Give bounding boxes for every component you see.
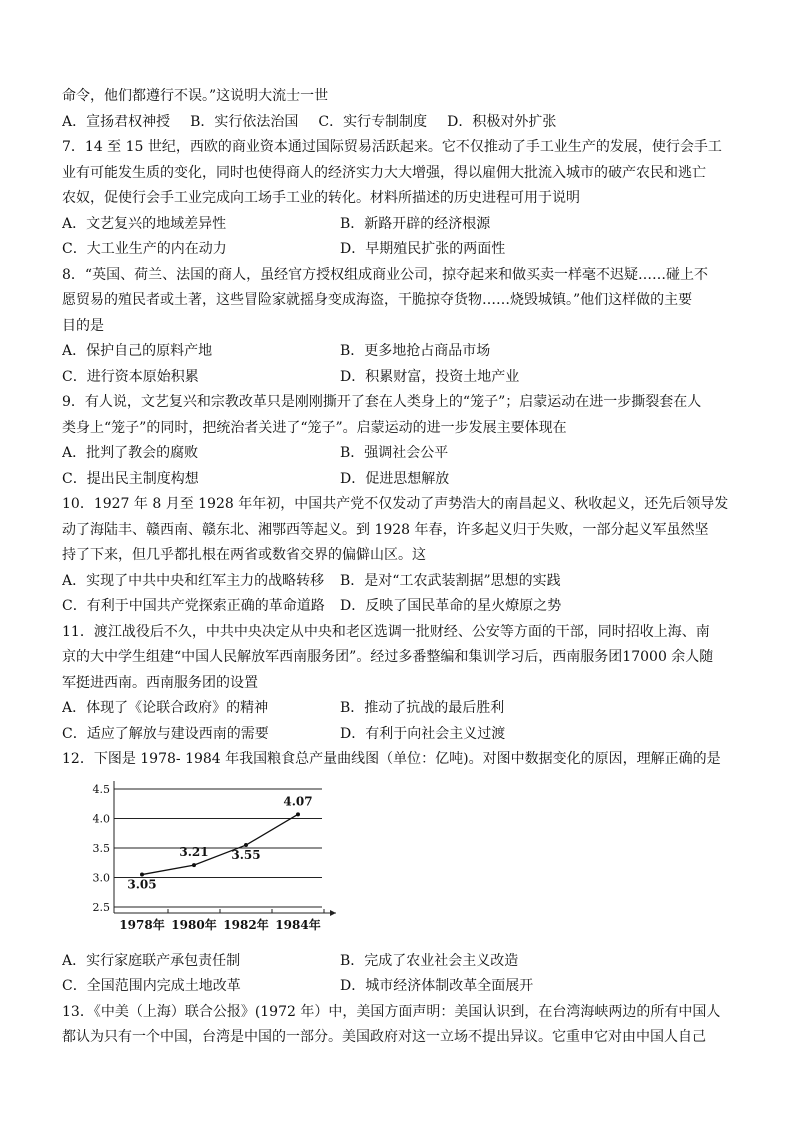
q9-stem-line: 9．有人说，文艺复兴和宗教改革只是刚刚撕开了套在人类身上的“笼子”；启蒙运动在进一步撕裂套在人	[62, 394, 702, 410]
q12-option-b: B．完成了农业社会主义改造	[340, 952, 519, 969]
q11-stem-line: 军挺进西南。西南服务团的设置	[62, 674, 258, 691]
q12-options-row	[62, 949, 742, 975]
q6-option-a: A．宣扬君权神授	[62, 113, 171, 130]
y-tick-label: 4.0	[92, 812, 110, 825]
q13-stem-line: 都认为只有一个中国，台湾是中国的一部分。美国政府对这一立场不提出异议。它重申它对由中国人自己	[62, 1029, 706, 1045]
q11-stem-line: 京的大中学生组建“中国人民解放军西南服务团”。经过多番整编和集训学习后，西南服务团17000 余人随	[62, 649, 714, 665]
q11-option-d: D．有利于向社会主义过渡	[340, 725, 506, 742]
q10-option-b: B．是对“工农武装割据”思想的实践	[340, 572, 561, 589]
q13-stem-line: 13．《中美（上海）联合公报》(1972 年）中，美国方面声明：美国认识到，在台湾海峡两边的所有中国人	[62, 1003, 721, 1020]
q7-stem-line: 农奴，促使行会手工业完成向工场手工业的转化。材料所描述的历史进程可用于说明	[62, 190, 580, 206]
q11-option-a: A．体现了《论联合政府》的精神	[62, 700, 269, 716]
q8-options-row	[62, 365, 742, 391]
q8-option-d: D．积累财富，投资土地产业	[340, 368, 520, 385]
q7-stem-line: 业有可能发生质的变化，同时也使得商人的经济实力大大增强，得以雇佣大批流入城市的破产农民和逃亡	[62, 164, 706, 181]
q8-stem-line: 愿贸易的殖民者或土著，这些冒险家就摇身变成海盗，干脆掠夺货物……烧毁城镇。”他们这样做的主要	[62, 292, 693, 308]
q9-stem-line: 类身上“笼子”的同时，把统治者关进了“笼子”。启蒙运动的进一步发展主要体现在	[62, 419, 567, 436]
q10-stem-line: 动了海陆丰、赣西南、赣东北、湘鄂西等起义。到 1928 年春，许多起义归于失败，一部分起义军虽然坚	[62, 521, 709, 538]
q10-option-a: A．实现了中共中央和红军主力的战略转移	[62, 572, 325, 589]
x-tick-label: 1978年	[119, 917, 165, 932]
x-tick-label: 1980年	[171, 917, 217, 932]
q7-option-d: D．早期殖民扩张的两面性	[340, 241, 506, 257]
line-chart	[84, 777, 344, 947]
q8-stem-line: 目的是	[62, 317, 104, 334]
q10-option-d: D．反映了国民革命的星火燎原之势	[340, 598, 562, 614]
q9-option-c: C．提出民主制度构想	[62, 470, 199, 487]
q9-option-b: B．强调社会公平	[340, 445, 449, 461]
data-point	[140, 872, 144, 876]
q7-option-c: C．大工业生产的内在动力	[62, 241, 227, 257]
data-label: 4.07	[283, 793, 313, 808]
q11-options-row	[62, 722, 742, 748]
series-line	[142, 814, 298, 874]
exam-page	[62, 84, 742, 1051]
data-label: 3.05	[127, 877, 157, 892]
data-label: 3.21	[179, 844, 209, 859]
data-point	[192, 863, 196, 867]
q10-options-row	[62, 594, 742, 620]
q11-option-c: C．适应了解放与建设西南的需要	[62, 725, 269, 742]
q6-tail: 命令，他们都遵行不误。”这说明大流士一世	[62, 88, 329, 104]
q8-option-b: B．更多地抢占商品市场	[340, 343, 491, 359]
data-label: 3.55	[231, 847, 261, 862]
grain-output-chart	[84, 777, 344, 947]
q12-stem-line: 12．下图是 1978- 1984 年我国粮食总产量曲线图（单位：亿吨)。对图中数据变化的原因，理解正确的是	[62, 751, 721, 767]
q12-option-a: A．实行家庭联产承包责任制	[62, 952, 241, 969]
q12-option-d: D．城市经济体制改革全面展开	[340, 978, 534, 994]
q7-options-row	[62, 237, 742, 263]
q9-option-d: D．促进思想解放	[340, 470, 450, 487]
q6-option-b: B．实行依法治国	[190, 113, 299, 130]
x-tick-label: 1982年	[223, 917, 269, 932]
q7-options-row	[62, 212, 742, 238]
q10-stem-line: 持了下来，但几乎都扎根在两省或数省交界的偏僻山区。这	[62, 547, 426, 563]
q6-option-d: D．积极对外扩张	[447, 113, 557, 130]
q7-option-a: A．文艺复兴的地域差异性	[62, 215, 227, 232]
y-tick-label: 3.0	[92, 871, 110, 884]
y-tick-label: 3.5	[92, 841, 110, 855]
x-axis-arrow	[330, 910, 336, 916]
q9-options-row	[62, 441, 742, 467]
y-tick-label: 4.5	[92, 782, 110, 796]
q12-options-row	[62, 974, 742, 1000]
x-tick-label: 1984年	[275, 917, 321, 932]
q8-options-row	[62, 339, 742, 365]
q9-options-row	[62, 467, 742, 493]
q10-stem-line: 10．1927 年 8 月至 1928 年年初，中国共产党不仅发动了声势浩大的南昌起义、秋收起义，还先后领导发	[62, 496, 729, 512]
data-point	[244, 843, 248, 847]
q6-options	[62, 110, 742, 136]
q8-option-a: A．保护自己的原料产地	[62, 343, 213, 359]
q7-option-b: B．新路开辟的经济根源	[340, 215, 491, 232]
q8-option-c: C．进行资本原始积累	[62, 368, 199, 385]
q6-option-c: C．实行专制制度	[318, 113, 428, 130]
q8-stem-line: 8．“英国、荷兰、法国的商人，虽经官方授权组成商业公司，掠夺起来和做买卖一样毫不迟疑……碰上不	[62, 266, 709, 283]
q11-option-b: B．推动了抗战的最后胜利	[340, 700, 505, 716]
data-point	[296, 812, 300, 816]
q11-options-row	[62, 696, 742, 722]
q9-option-a: A．批判了教会的腐败	[62, 445, 199, 461]
q12-option-c: C．全国范围内完成土地改革	[62, 978, 241, 994]
y-tick-label: 2.5	[92, 900, 110, 914]
q10-option-c: C．有利于中国共产党探索正确的革命道路	[62, 598, 325, 614]
q11-stem-line: 11．渡江战役后不久，中共中央决定从中央和老区选调一批财经、公安等方面的干部，同时招收上海、南	[62, 623, 710, 640]
q7-stem-line: 7．14 至 15 世纪，西欧的商业资本通过国际贸易活跃起来。它不仅推动了手工业生产的发展，使行会手工	[62, 139, 722, 155]
q10-options-row	[62, 569, 742, 595]
